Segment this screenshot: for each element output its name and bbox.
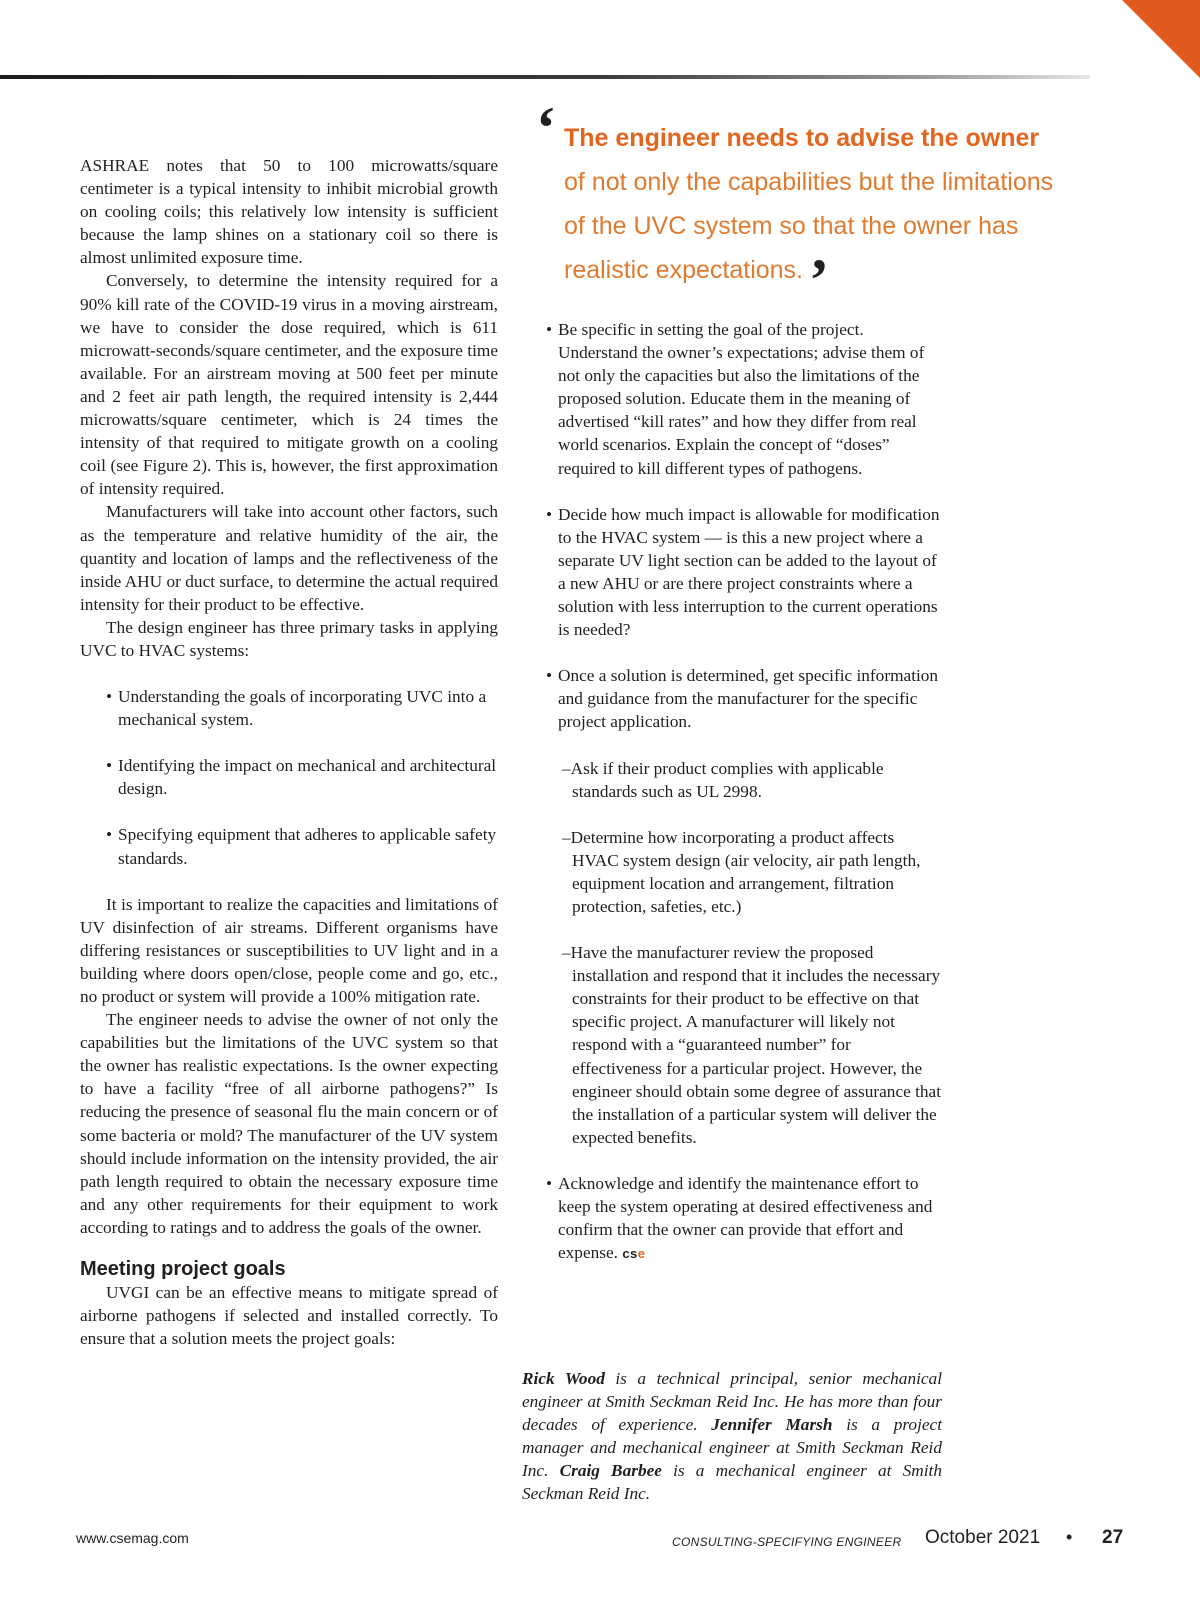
footer-url[interactable]: www.csemag.com [76,1530,189,1546]
paragraph: UVGI can be an effective means to mitigate spread of airborne pathogens if selected and installed correctly. To ensure that a solution meets the project goals: [80,1283,498,1349]
list-item: • Understanding the goals of incorporating UVC into a mechanical system. [106,687,487,730]
author-bio: Rick Wood is a technical principal, senior mechanical engineer at Smith Seckman Reid Inc. He has more than four decades of experience. Jennifer Marsh is a project manager and mechanical engineer at Smith Seckman Reid Inc. Craig Barbee is a mechanical engineer at Smith Seckman Reid Inc. [522,1369,943,1504]
cse-end-mark: cse [622,1246,646,1262]
paragraph: The design engineer has three primary tasks in applying UVC to HVAC systems: [80,617,498,660]
list-item: • Once a solution is determined, get specific information and guidance from the manufacturer for the specific project application. [546,666,939,732]
header-rule [0,75,1090,79]
pull-quote [564,116,1174,313]
list-item: • Acknowledge and identify the maintenance effort to keep the system operating at desired effectiveness and confirm that the owner can provide that effort and expense. cse [546,1173,933,1263]
paragraph: ASHRAE notes that 50 to 100 microwatts/square centimeter is a typical intensity to inhibit microbial growth on cooling coils; this relatively low intensity is sufficient because the lamp shines on a stationary coil so there is almost unlimited exposure time. [80,156,498,268]
page-number: 27 [1102,1527,1124,1548]
open-quote-mark: ‘ [536,95,556,161]
paragraph: Conversely, to determine the intensity required for a 90% kill rate of the COVID-19 virus in a moving airstream, we have to consider the dose required, which is 611 microwatt-seconds/square centimeter, and the exposure time available. For an airstream moving at 500 feet per minute and 2 feet air path length, the required intensity is 2,444 microwatts/square centimeter, which is 24 times the intensity of that required to mitigate growth on a cooling coil (see Figure 2). This is, however, the first approximation of intensity required. [80,271,498,499]
left-column [80,154,498,1350]
paragraph: Manufacturers will take into account other factors, such as the temperature and relative humidity of the air, the quantity and location of lamps and the reflectiveness of the inside AHU or duct surface, to determine the actual required intensity for their product to be effective. [80,502,498,614]
footer-separator: • [1066,1527,1073,1547]
pull-quote-line: of not only the capabilities but the limitations [564,168,1054,196]
corner-accent [1122,0,1200,78]
footer-date: October 2021 [925,1527,1041,1548]
pull-quote-line: realistic expectations. [564,256,804,284]
pull-quote-line: of the UVC system so that the owner has [564,212,1019,240]
sub-list-item: –Determine how incorporating a product affects HVAC system design (air velocity, air path length, equipment location and arrangement, filtration protection, safeties, etc.) [562,827,921,916]
paragraph: The engineer needs to advise the owner of not only the capabilities but the limitations of the UVC system so that the owner has realistic expectations. Is the owner expecting to have a facility “free of all airborne pathogens?” Is reducing the presence of seasonal flu the main concern or of some bacteria or mold? The manufacturer of the UV system should include information on the intensity provided, the air path length required to obtain the necessary exposure time and any other requirements for their equipment to work according to ratings and to address the goals of the owner. [80,1010,498,1237]
list-item: • Identifying the impact on mechanical and architectural design. [106,756,497,799]
sub-list-item: –Have the manufacturer review the proposed installation and respond that it includes the necessary constraints for their product to be effective on that specific project. A manufacturer will likely not respond with a “guaranteed number” for effectiveness for a particular project. However, the engineer should obtain some degree of assurance that the installation of a particular system will deliver the expected benefits. [562,943,942,1147]
footer-magazine: CONSULTING-SPECIFYING ENGINEER [672,1535,902,1549]
close-quote-mark: ’ [809,247,829,313]
list-item: • Be specific in setting the goal of the project. Understand the owner’s expectations; advise them of not only the capacities but also the limitations of the proposed solution. Educate them in the meaning of advertised “kill rates” and how they differ from real world scenarios. Explain the concept of “doses” required to kill different types of pathogens. [546,320,925,478]
pull-quote-lead: The engineer needs to advise the owner [564,124,1040,152]
list-item: • Decide how much impact is allowable for modification to the HVAC system — is this a new project where a separate UV light section can be added to the layout of a new AHU or are there project constraints where a solution with less interruption to the current operations is needed? [546,504,940,640]
task-list [80,685,498,870]
section-heading: Meeting project goals [80,1258,286,1281]
list-item: • Specifying equipment that adheres to applicable safety standards. [106,825,497,868]
sub-list-item: –Ask if their product complies with applicable standards such as UL 2998. [562,758,884,801]
paragraph: It is important to realize the capacities and limitations of UV disinfection of air streams. Different organisms have differing resistances or susceptibilities to UV light and in a building where doors open/close, people come and go, etc., no product or system will provide a 100% mitigation rate. [80,894,498,1006]
right-column [546,318,942,1265]
